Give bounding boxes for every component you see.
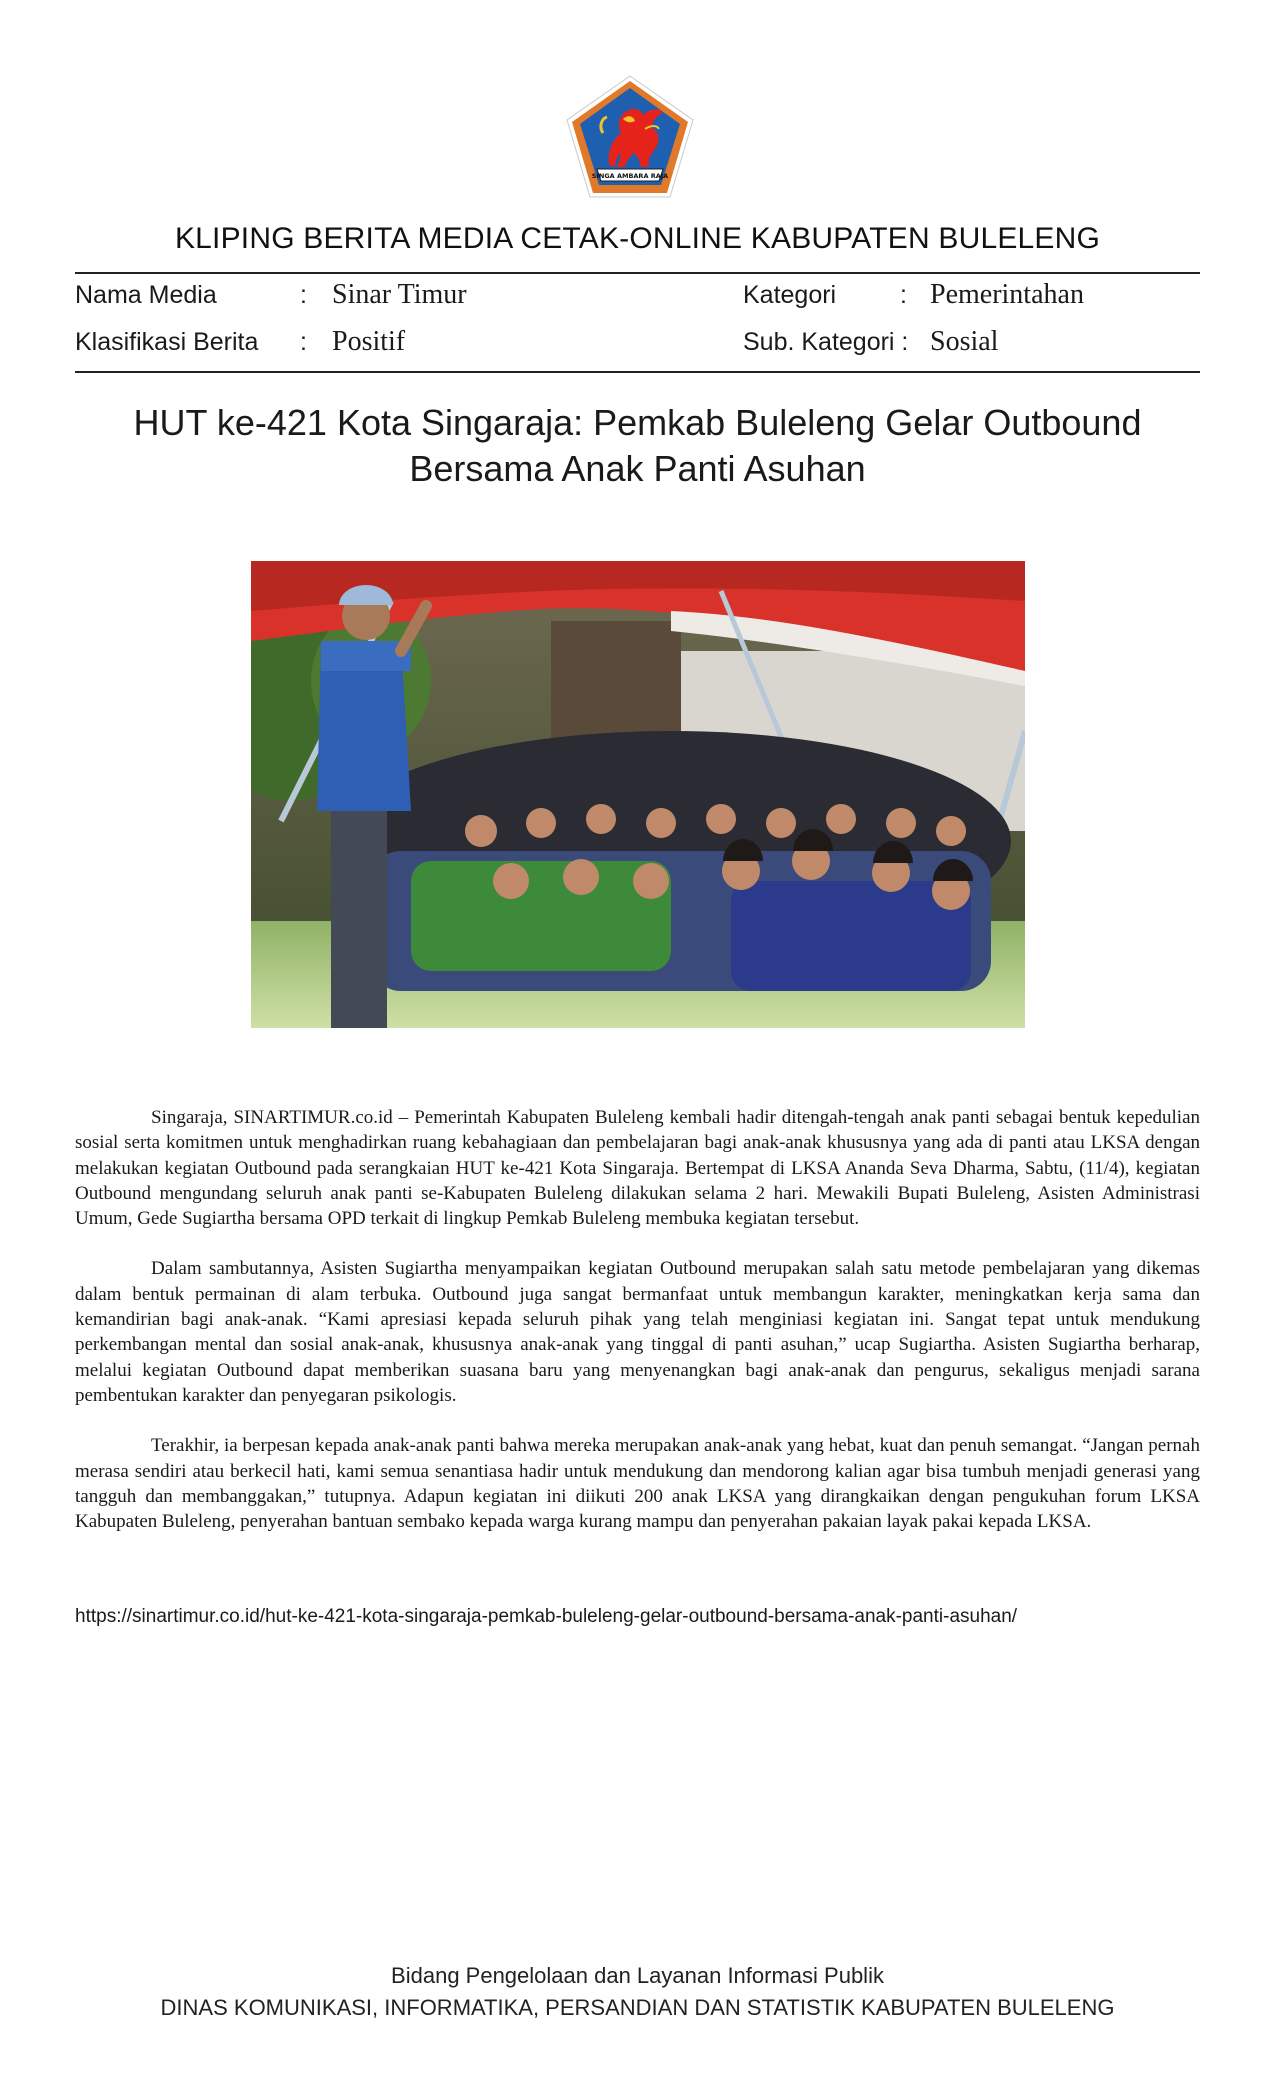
article-paragraph: Terakhir, ia berpesan kepada anak-anak panti bahwa mereka merupakan anak-anak yang hebat, kuat dan penuh semangat. “Jangan pernah merasa sendiri atau berkecil hati, kami semua senantiasa hadir untuk mendukung dan mendorong kalian agar bisa tumbuh menjadi generasi yang tangguh dan membanggakan,” tutupnya. Adapun kegiatan ini diikuti 200 anak LKSA yang dirangkaikan dengan pengukuhan forum LKSA Kabupaten Buleleng, penyerahan bantuan sembako kepada warga kurang mampu dan penyerahan pakaian layak pakai kepada LKSA. [75, 1435, 1200, 1533]
meta-row-media [75, 281, 1200, 321]
meta-row-klasifikasi [75, 328, 1200, 368]
klasifikasi-colon: : [300, 328, 307, 356]
subkategori-label: Sub. Kategori : [743, 328, 909, 356]
source-link[interactable]: https://sinartimur.co.id/hut-ke-421-kota-singaraja-pemkab-buleleng-gelar-outbound-bersama-anak-panti-asuhan/ [75, 1606, 1018, 1627]
header-divider-bottom [75, 371, 1200, 373]
media-label: Nama Media [75, 281, 217, 309]
article-photo [251, 561, 1025, 1028]
article-headline: HUT ke-421 Kota Singaraja: Pemkab Buleleng Gelar Outbound Bersama Anak Panti Asuhan [133, 402, 1142, 489]
clipping-header-title: KLIPING BERITA MEDIA CETAK-ONLINE KABUPATEN BULELENG [174, 222, 1101, 255]
article-paragraph: Singaraja, SINARTIMUR.co.id – Pemerintah Kabupaten Buleleng kembali hadir ditengah-tengah anak panti sebagai bentuk kepedulian sosial serta komitmen untuk menghadirkan ruang kebahagiaan dan pembelajaran bagi anak-anak khususnya yang ada di panti atau LKSA dengan melakukan kegiatan Outbound pada serangkaian HUT ke-421 Kota Singaraja. Bertempat di LKSA Ananda Seva Dharma, Sabtu, (11/4), kegiatan Outbound mengundang seluruh anak panti se-Kabupaten Buleleng dilakukan selama 2 hari. Mewakili Bupati Buleleng, Asisten Administrasi Umum, Gede Sugiartha bersama OPD terkait di lingkup Pemkab Buleleng membuka kegiatan tersebut. [75, 1107, 1200, 1230]
footer-agency: DINAS KOMUNIKASI, INFORMATIKA, PERSANDIAN DAN STATISTIK KABUPATEN BULELENG [160, 1995, 1115, 2020]
page-footer [0, 1960, 1275, 2024]
header-divider-top [75, 272, 1200, 274]
klasifikasi-label: Klasifikasi Berita [75, 328, 259, 356]
buleleng-regency-emblem-logo [563, 73, 697, 201]
kategori-colon: : [900, 281, 907, 309]
subkategori-value: Sosial [930, 326, 999, 357]
emblem-banner-text: SINGA AMBARA RAJA [591, 172, 669, 180]
footer-department: Bidang Pengelolaan dan Layanan Informasi Publik [391, 1963, 884, 1988]
klasifikasi-value: Positif [332, 326, 406, 357]
kategori-value: Pemerintahan [930, 279, 1084, 310]
media-colon: : [300, 281, 307, 309]
kategori-label: Kategori [743, 281, 837, 309]
article-paragraph: Dalam sambutannya, Asisten Sugiartha menyampaikan kegiatan Outbound merupakan salah satu metode pembelajaran yang dikemas dalam bentuk permainan di alam terbuka. Outbound juga sangat bermanfaat untuk membangun karakter, meningkatkan kerja sama dan kemandirian bagi anak-anak. “Kami apresiasi kepada seluruh pihak yang telah menginiasi kegiatan ini. Sangat tepat untuk mendukung perkembangan mental dan sosial anak-anak, khususnya anak-anak yang tinggal di panti asuhan,” ucap Sugiartha. Asisten Sugiartha berharap, melalui kegiatan Outbound dapat memberikan suasana baru yang menyenangkan bagi anak-anak dan pengurus, sekaligus menjadi sarana pembentukan karakter dan penyegaran psikologis. [75, 1258, 1200, 1406]
media-value: Sinar Timur [332, 279, 467, 310]
article-body [75, 1105, 1200, 1559]
